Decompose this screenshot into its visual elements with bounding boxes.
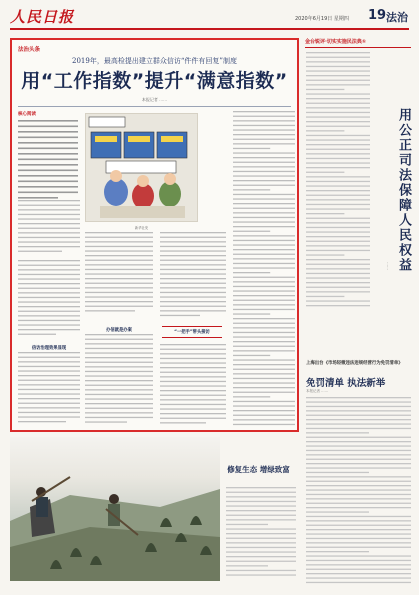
news-photo[interactable] <box>10 437 220 581</box>
cartoon-illustration <box>86 114 199 223</box>
commentary-author: …… <box>386 262 391 270</box>
commentary-text <box>306 52 370 307</box>
photo-image <box>10 437 220 581</box>
body-text-column-1b <box>18 260 80 338</box>
photo-title: 修复生态 增绿致富 <box>227 465 290 474</box>
pull-quote: “一把手”带头接访 <box>162 326 222 338</box>
issue-date: 2020年6月19日 星期四 <box>295 16 349 22</box>
page-number: 19 <box>368 8 387 23</box>
right-section-tag: 金台锐评·切实实施民法典① <box>305 38 411 48</box>
article-byline: 本报记者 …… <box>141 97 168 102</box>
lead-article[interactable] <box>10 38 299 432</box>
page-section-name: 法治 <box>386 11 408 24</box>
body-text-column-3a <box>160 232 226 320</box>
article-subhead: 2019年，最高检提出建立群众信访“件件有回复”制度 <box>72 57 237 65</box>
body-text-column-1c <box>18 352 80 428</box>
body-text-column-1a <box>18 200 80 256</box>
body-text-column-4 <box>233 111 295 428</box>
section-tag: 法治头条 <box>18 47 41 53</box>
section-subhead-1: 信访治理效果显现 <box>31 346 67 351</box>
illustration-caption: 新华社发 <box>134 226 149 230</box>
body-text-column-2a <box>85 232 153 318</box>
section-subhead-2: 办信就是办案 <box>106 328 132 333</box>
story-headline[interactable]: 免罚清单 执法新举 <box>306 378 386 389</box>
body-text-column-3b <box>160 344 226 428</box>
story-subhead: 上海出台《市场轻微违法违规经营行为免罚清单》 <box>306 361 403 366</box>
article-headline: 用“工作指数”提升“满意指数” <box>21 70 288 92</box>
photo-caption-text <box>226 487 296 579</box>
story-byline: 本报记者 …… <box>306 389 329 393</box>
lead-summary-column <box>18 111 78 208</box>
divider <box>18 106 291 107</box>
body-text-column-2b <box>85 334 153 428</box>
lead-summary-label: 核心阅读 <box>18 112 36 117</box>
story-body-text <box>306 397 411 585</box>
newspaper-logo: 人民日报 <box>10 8 75 26</box>
article-illustration <box>85 113 198 222</box>
commentary-title: 用公正司法保障人民权益 <box>396 108 411 273</box>
lead-summary-text <box>18 120 78 204</box>
masthead <box>10 6 409 30</box>
